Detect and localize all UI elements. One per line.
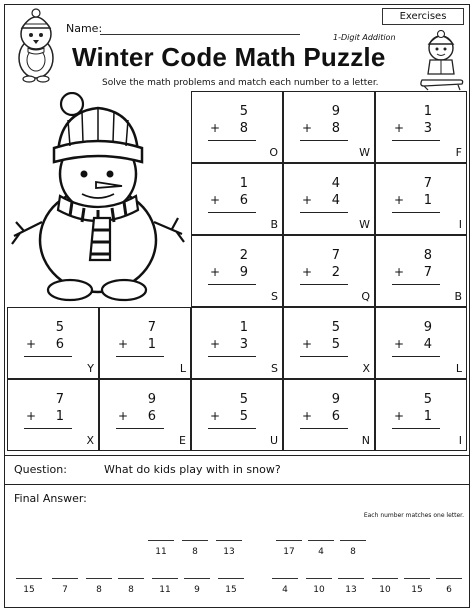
problem-cell	[191, 235, 283, 307]
addend-bottom: 3	[423, 121, 432, 136]
code-letter: S	[271, 362, 278, 375]
addend-bottom: 7	[423, 265, 432, 280]
blank-line	[340, 540, 366, 541]
answer-blank[interactable]	[404, 578, 430, 602]
sum-line	[24, 428, 72, 429]
sum-line	[300, 428, 348, 429]
sum-line	[300, 212, 348, 213]
code-letter: X	[362, 362, 370, 375]
plus-sign: +	[302, 193, 313, 207]
addend-bottom: 1	[423, 409, 432, 424]
answer-blank[interactable]	[118, 578, 144, 602]
blank-number: 11	[159, 585, 171, 595]
sum-line	[208, 356, 256, 357]
addend-bottom: 8	[239, 121, 248, 136]
addend-top: 7	[423, 176, 432, 191]
code-letter: Y	[87, 362, 94, 375]
answer-note: Each number matches one letter.	[363, 512, 464, 519]
name-field[interactable]	[100, 34, 300, 35]
problem-cell	[191, 163, 283, 235]
code-letter: U	[269, 434, 278, 447]
answer-blank[interactable]	[52, 578, 78, 602]
answer-blank[interactable]	[148, 540, 174, 564]
addend-bottom: 6	[331, 409, 340, 424]
blank-number: 15	[411, 585, 423, 595]
plus-sign: +	[302, 409, 313, 423]
plus-sign: +	[210, 265, 221, 279]
blank-line	[216, 540, 242, 541]
addend-bottom: 6	[239, 193, 248, 208]
blank-line	[152, 578, 178, 579]
addend-bottom: 1	[147, 337, 156, 352]
blank-line	[276, 540, 302, 541]
penguin-mascot-icon	[10, 8, 62, 84]
plus-sign: +	[394, 193, 405, 207]
plus-sign: +	[302, 337, 313, 351]
addend-top: 5	[331, 320, 340, 335]
answer-blank[interactable]	[372, 578, 398, 602]
answer-blank[interactable]	[216, 540, 242, 564]
code-letter: O	[269, 146, 278, 159]
problem-cell	[7, 379, 99, 451]
question-label: Question:	[14, 463, 67, 476]
blank-number: 9	[194, 585, 200, 595]
plus-sign: +	[302, 265, 313, 279]
addend-bottom: 9	[239, 265, 248, 280]
blank-number: 8	[128, 585, 134, 595]
addend-top: 5	[423, 392, 432, 407]
blank-line	[86, 578, 112, 579]
problem-cell	[191, 91, 283, 163]
addend-top: 8	[423, 248, 432, 263]
code-letter: L	[455, 362, 462, 375]
blank-line	[182, 540, 208, 541]
sum-line	[208, 140, 256, 141]
divider-answer	[4, 484, 470, 485]
problem-cell	[375, 235, 467, 307]
blank-number: 6	[446, 585, 452, 595]
plus-sign: +	[210, 193, 221, 207]
problem-cell	[283, 235, 375, 307]
sum-line	[208, 428, 256, 429]
answer-blank[interactable]	[152, 578, 178, 602]
blank-number: 13	[345, 585, 357, 595]
blank-line	[404, 578, 430, 579]
plus-sign: +	[210, 337, 221, 351]
blank-line	[148, 540, 174, 541]
plus-sign: +	[26, 409, 37, 423]
sum-line	[116, 356, 164, 357]
blank-line	[16, 578, 42, 579]
problem-cell	[283, 379, 375, 451]
plus-sign: +	[118, 409, 129, 423]
blank-number: 8	[192, 547, 198, 557]
blank-number: 4	[318, 547, 324, 557]
addend-bottom: 8	[331, 121, 340, 136]
code-letter: L	[179, 362, 186, 375]
addend-top: 5	[239, 392, 248, 407]
sledding-kid-icon	[416, 30, 466, 92]
sum-line	[24, 356, 72, 357]
blank-number: 10	[379, 585, 391, 595]
addend-top: 9	[331, 392, 340, 407]
answer-blank[interactable]	[272, 578, 298, 602]
sum-line	[392, 356, 440, 357]
blank-number: 15	[225, 585, 237, 595]
plus-sign: +	[302, 121, 313, 135]
code-letter: X	[86, 434, 94, 447]
code-letter: N	[361, 434, 370, 447]
addend-bottom: 3	[239, 337, 248, 352]
problem-cell	[375, 307, 467, 379]
answer-blank[interactable]	[340, 540, 366, 564]
sum-line	[116, 428, 164, 429]
addend-top: 5	[239, 104, 248, 119]
blank-number: 7	[62, 585, 68, 595]
blank-line	[436, 578, 462, 579]
code-letter: W	[359, 146, 370, 159]
problem-cell	[7, 307, 99, 379]
sum-line	[392, 140, 440, 141]
addend-top: 9	[147, 392, 156, 407]
plus-sign: +	[394, 121, 405, 135]
sum-line	[300, 284, 348, 285]
instructions: Solve the math problems and match each number to a letter.	[102, 78, 379, 88]
problem-cell	[375, 163, 467, 235]
blank-number: 8	[96, 585, 102, 595]
code-letter: Q	[361, 290, 370, 303]
problem-cell	[283, 307, 375, 379]
answer-blank[interactable]	[306, 578, 332, 602]
addend-top: 7	[55, 392, 64, 407]
addend-bottom: 2	[331, 265, 340, 280]
problem-cell	[283, 91, 375, 163]
divider-question	[4, 455, 470, 456]
blank-line	[272, 578, 298, 579]
addend-bottom: 6	[55, 337, 64, 352]
question-text: What do kids play with in snow?	[104, 463, 281, 476]
addend-top: 9	[423, 320, 432, 335]
addend-bottom: 6	[147, 409, 156, 424]
addend-top: 5	[55, 320, 64, 335]
code-letter: B	[270, 218, 278, 231]
answer-blank[interactable]	[276, 540, 302, 564]
addend-bottom: 5	[239, 409, 248, 424]
addend-bottom: 1	[55, 409, 64, 424]
addend-top: 2	[239, 248, 248, 263]
addend-bottom: 4	[331, 193, 340, 208]
blank-number: 10	[313, 585, 325, 595]
blank-line	[184, 578, 210, 579]
problem-cell	[283, 163, 375, 235]
blank-line	[338, 578, 364, 579]
addend-top: 1	[239, 320, 248, 335]
exercises-tag: Exercises	[382, 8, 464, 25]
sum-line	[392, 212, 440, 213]
name-label: Name:	[66, 22, 103, 35]
addend-top: 7	[331, 248, 340, 263]
blank-line	[308, 540, 334, 541]
blank-number: 17	[283, 547, 295, 557]
blank-number: 8	[350, 547, 356, 557]
plus-sign: +	[210, 409, 221, 423]
answer-blank[interactable]	[184, 578, 210, 602]
plus-sign: +	[210, 121, 221, 135]
code-letter: E	[179, 434, 186, 447]
answer-blank[interactable]	[338, 578, 364, 602]
code-letter: S	[271, 290, 278, 303]
sum-line	[300, 356, 348, 357]
code-letter: F	[455, 146, 462, 159]
blank-number: 4	[282, 585, 288, 595]
addend-top: 1	[239, 176, 248, 191]
page-title: Winter Code Math Puzzle	[72, 42, 386, 72]
answer-blank[interactable]	[182, 540, 208, 564]
addend-bottom: 4	[423, 337, 432, 352]
code-letter: I	[458, 218, 462, 231]
answer-blank[interactable]	[308, 540, 334, 564]
addend-top: 1	[423, 104, 432, 119]
code-letter: I	[458, 434, 462, 447]
problem-cell	[191, 307, 283, 379]
code-letter: B	[454, 290, 462, 303]
sum-line	[392, 284, 440, 285]
sum-line	[208, 212, 256, 213]
sum-line	[300, 140, 348, 141]
subject-label: 1-Digit Addition	[333, 33, 396, 42]
problem-cell	[99, 379, 191, 451]
problem-cell	[375, 379, 467, 451]
blank-line	[118, 578, 144, 579]
answer-blank[interactable]	[436, 578, 462, 602]
problem-cell	[99, 307, 191, 379]
blank-number: 15	[23, 585, 35, 595]
plus-sign: +	[394, 409, 405, 423]
blank-line	[218, 578, 244, 579]
blank-line	[52, 578, 78, 579]
blank-number: 11	[155, 547, 167, 557]
plus-sign: +	[394, 265, 405, 279]
code-letter: W	[359, 218, 370, 231]
answer-blank[interactable]	[16, 578, 42, 602]
addend-bottom: 5	[331, 337, 340, 352]
problem-cell	[191, 379, 283, 451]
answer-blank[interactable]	[86, 578, 112, 602]
snowman-illustration	[10, 92, 186, 306]
answer-blank[interactable]	[218, 578, 244, 602]
plus-sign: +	[394, 337, 405, 351]
sum-line	[208, 284, 256, 285]
final-answer-label: Final Answer:	[14, 492, 87, 505]
addend-top: 9	[331, 104, 340, 119]
addend-top: 4	[331, 176, 340, 191]
blank-line	[372, 578, 398, 579]
blank-number: 13	[223, 547, 235, 557]
blank-line	[306, 578, 332, 579]
sum-line	[392, 428, 440, 429]
addend-bottom: 1	[423, 193, 432, 208]
plus-sign: +	[26, 337, 37, 351]
problem-cell	[375, 91, 467, 163]
plus-sign: +	[118, 337, 129, 351]
addend-top: 7	[147, 320, 156, 335]
